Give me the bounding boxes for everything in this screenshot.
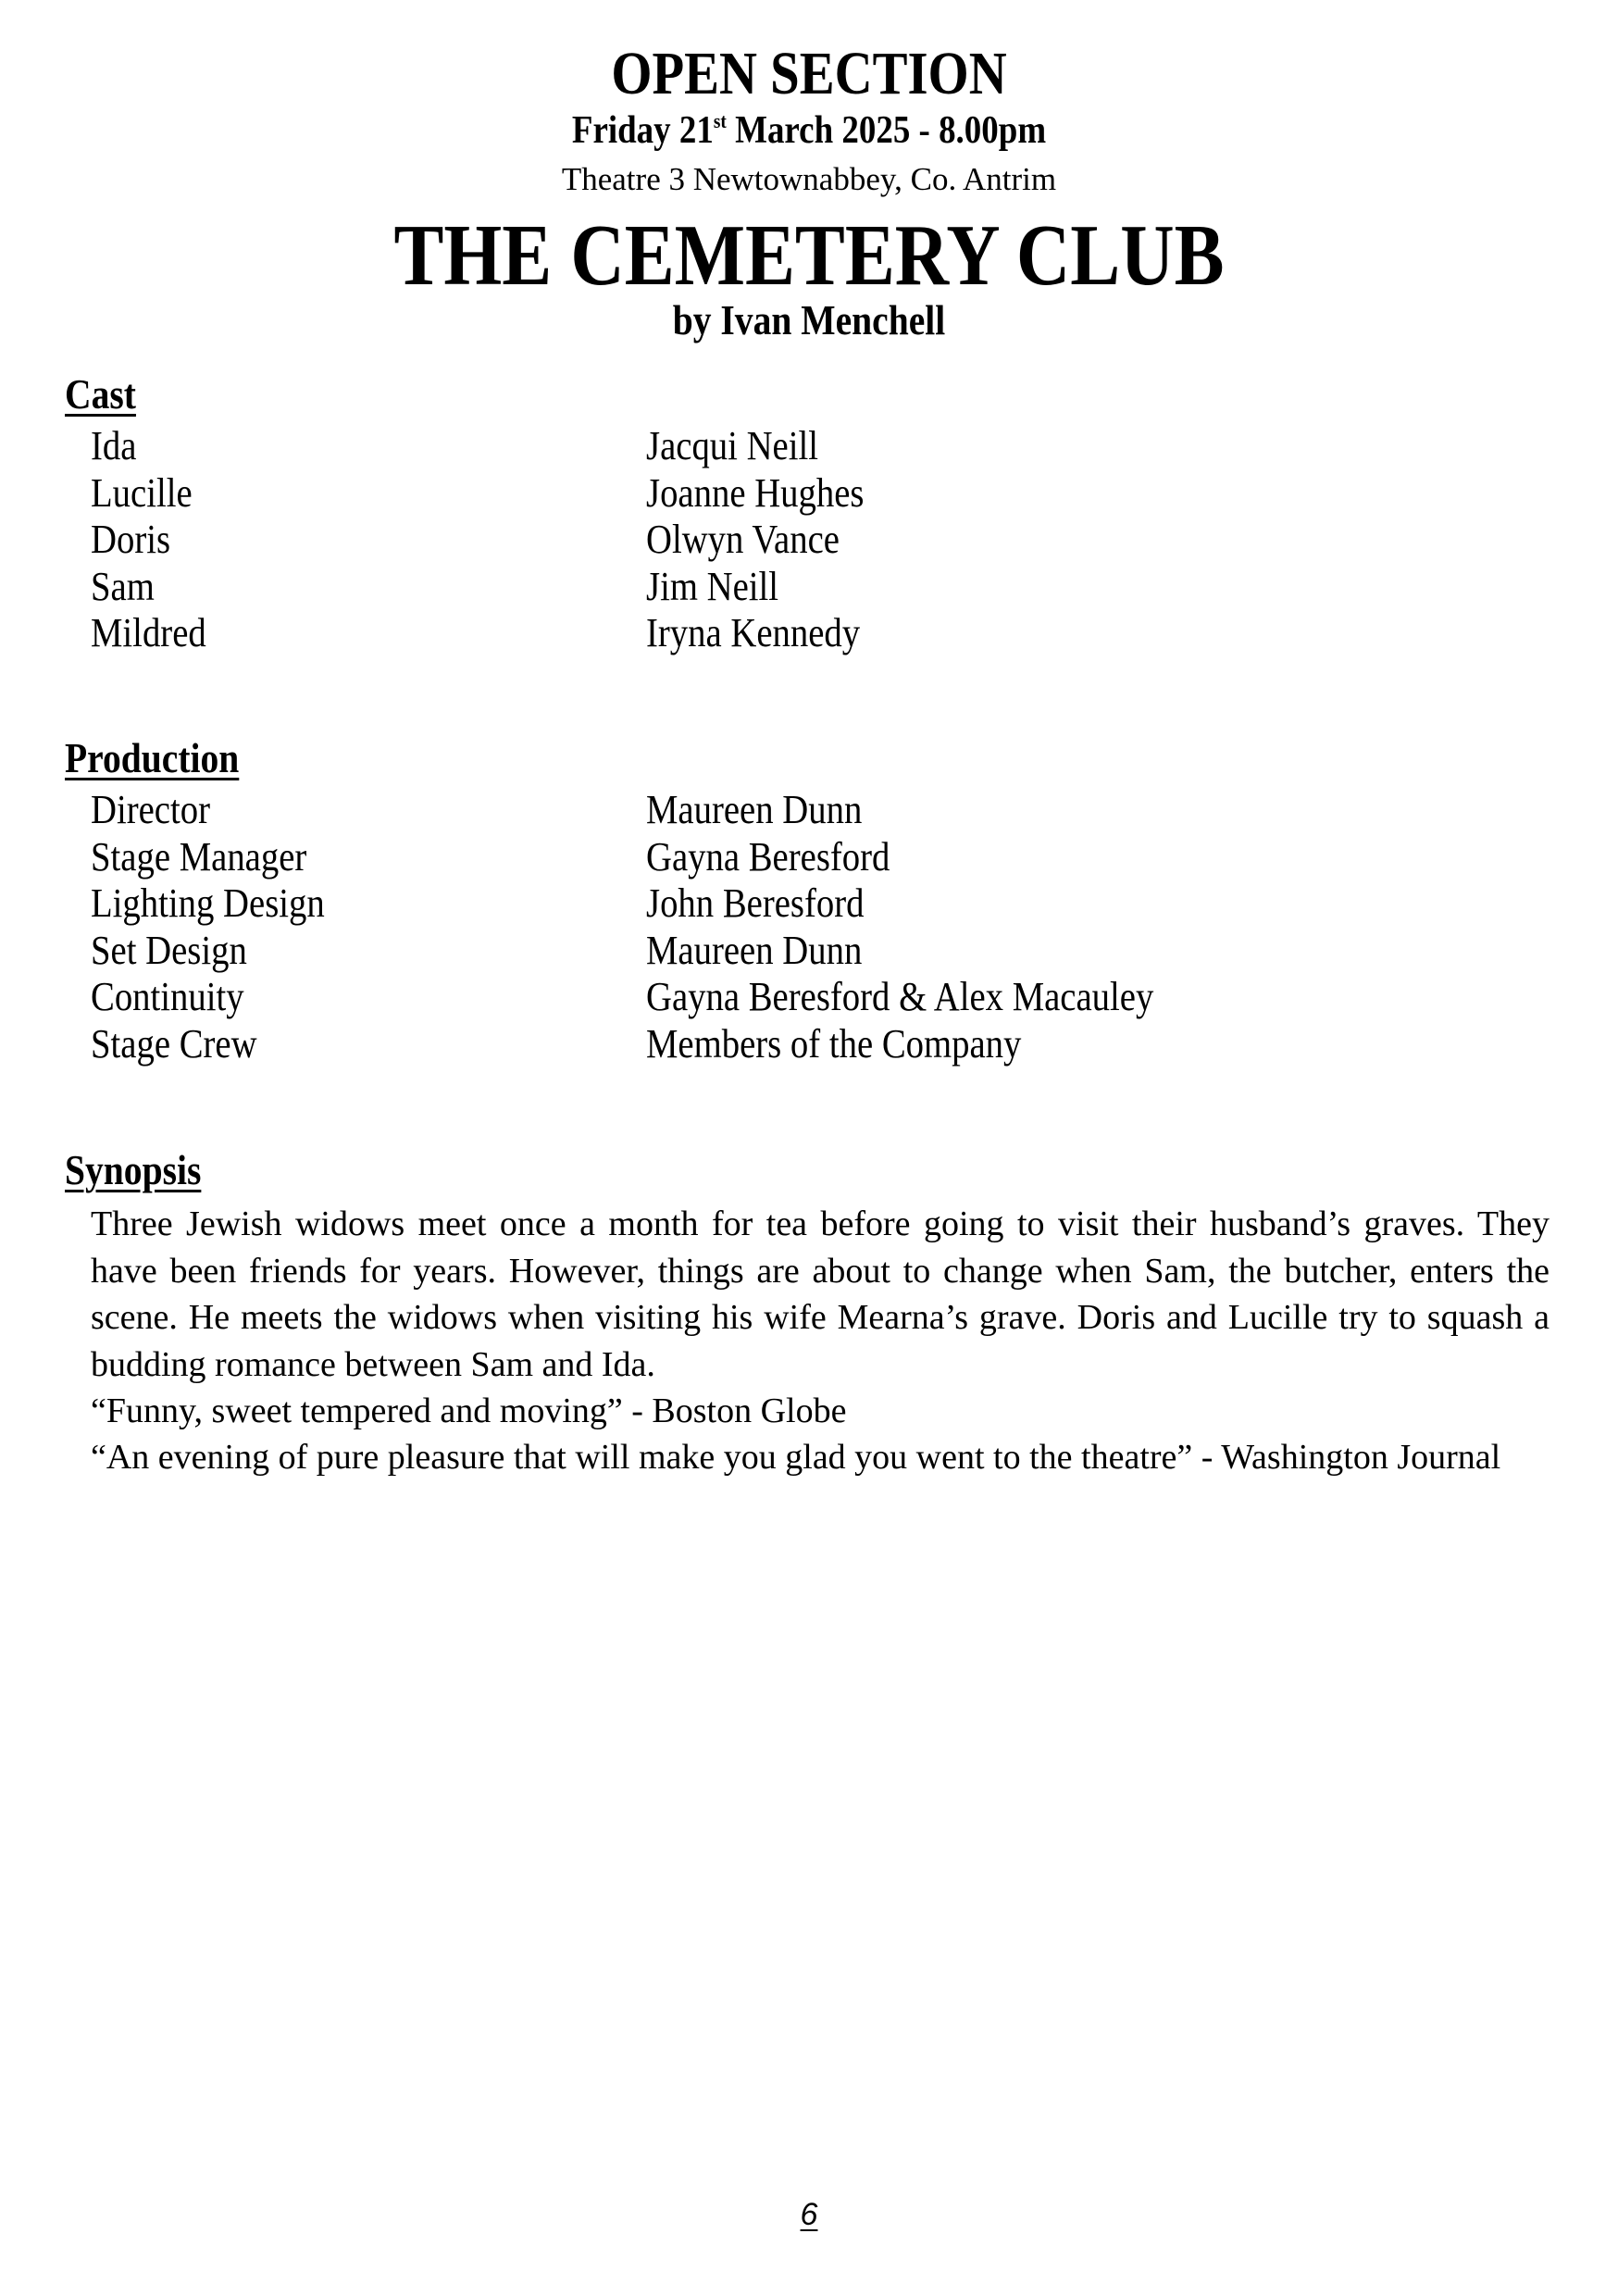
cast-heading: Cast	[65, 370, 136, 418]
production-list	[91, 787, 1572, 1067]
cast-row	[91, 517, 1572, 564]
production-role: Stage Crew	[91, 1020, 257, 1067]
production-role: Director	[91, 787, 211, 832]
cast-row	[91, 470, 1572, 518]
date-prefix: Friday 21	[571, 109, 714, 152]
cast-row	[91, 610, 1572, 657]
venue: Theatre 3 Newtownabbey, Co. Antrim	[561, 161, 1057, 197]
production-row	[91, 1021, 1572, 1068]
synopsis-heading: Synopsis	[65, 1146, 202, 1193]
cast-role: Lucille	[91, 469, 193, 516]
production-person: Gayna Beresford	[646, 833, 890, 880]
author-credit: by Ivan Menchell	[672, 296, 946, 343]
production-person: Members of the Company	[646, 1020, 1022, 1067]
production-row	[91, 880, 1572, 928]
production-role: Continuity	[91, 974, 244, 1019]
production-person: Maureen Dunn	[646, 927, 863, 973]
synopsis-text	[91, 1201, 1550, 1388]
production-person: John Beresford	[646, 880, 865, 926]
cast-actor: Joanne Hughes	[646, 469, 865, 516]
production-heading: Production	[65, 734, 240, 781]
production-row	[91, 834, 1572, 881]
production-person: Gayna Beresford & Alex Macauley	[646, 974, 1154, 1019]
review-quote: “An evening of pure pleasure that will make you glad you went to the theatre” - Washington Journal	[91, 1438, 1501, 1477]
cast-actor: Jim Neill	[646, 563, 779, 609]
production-person: Maureen Dunn	[646, 787, 863, 832]
cast-actor: Olwyn Vance	[646, 517, 840, 562]
cast-role: Sam	[91, 563, 155, 609]
page-number	[0, 2196, 1618, 2233]
review-quote: “Funny, sweet tempered and moving” - Boston Globe	[91, 1391, 847, 1430]
cast-role: Doris	[91, 517, 171, 562]
page-number-value: 6	[800, 2197, 818, 2232]
cast-actor: Jacqui Neill	[646, 423, 819, 468]
production-row	[91, 974, 1572, 1021]
date-rest: March 2025 - 8.00pm	[726, 109, 1047, 152]
play-title: THE CEMETERY CLUB	[393, 207, 1225, 304]
production-role: Lighting Design	[91, 880, 325, 926]
cast-role: Ida	[91, 423, 137, 468]
production-role: Stage Manager	[91, 833, 307, 880]
section-title: OPEN SECTION	[611, 40, 1007, 107]
production-row	[91, 928, 1572, 975]
cast-actor: Iryna Kennedy	[646, 610, 861, 655]
cast-row	[91, 564, 1572, 611]
cast-list	[91, 423, 1572, 657]
date-ordinal-suffix: st	[713, 109, 727, 132]
synopsis-paragraph: Three Jewish widows meet once a month for tea before going to visit their husband’s graves. They have been friends for years. However, things are about to change when Sam, the butcher, enters the scene. He meets the widows when visiting his wife Mearna’s grave. Doris and Lucille try to squash a budding romance between Sam and Ida.	[91, 1204, 1550, 1384]
production-role: Set Design	[91, 927, 247, 973]
cast-role: Mildred	[91, 610, 206, 655]
cast-row	[91, 423, 1572, 470]
production-row	[91, 787, 1572, 834]
performance-date	[97, 107, 1521, 154]
